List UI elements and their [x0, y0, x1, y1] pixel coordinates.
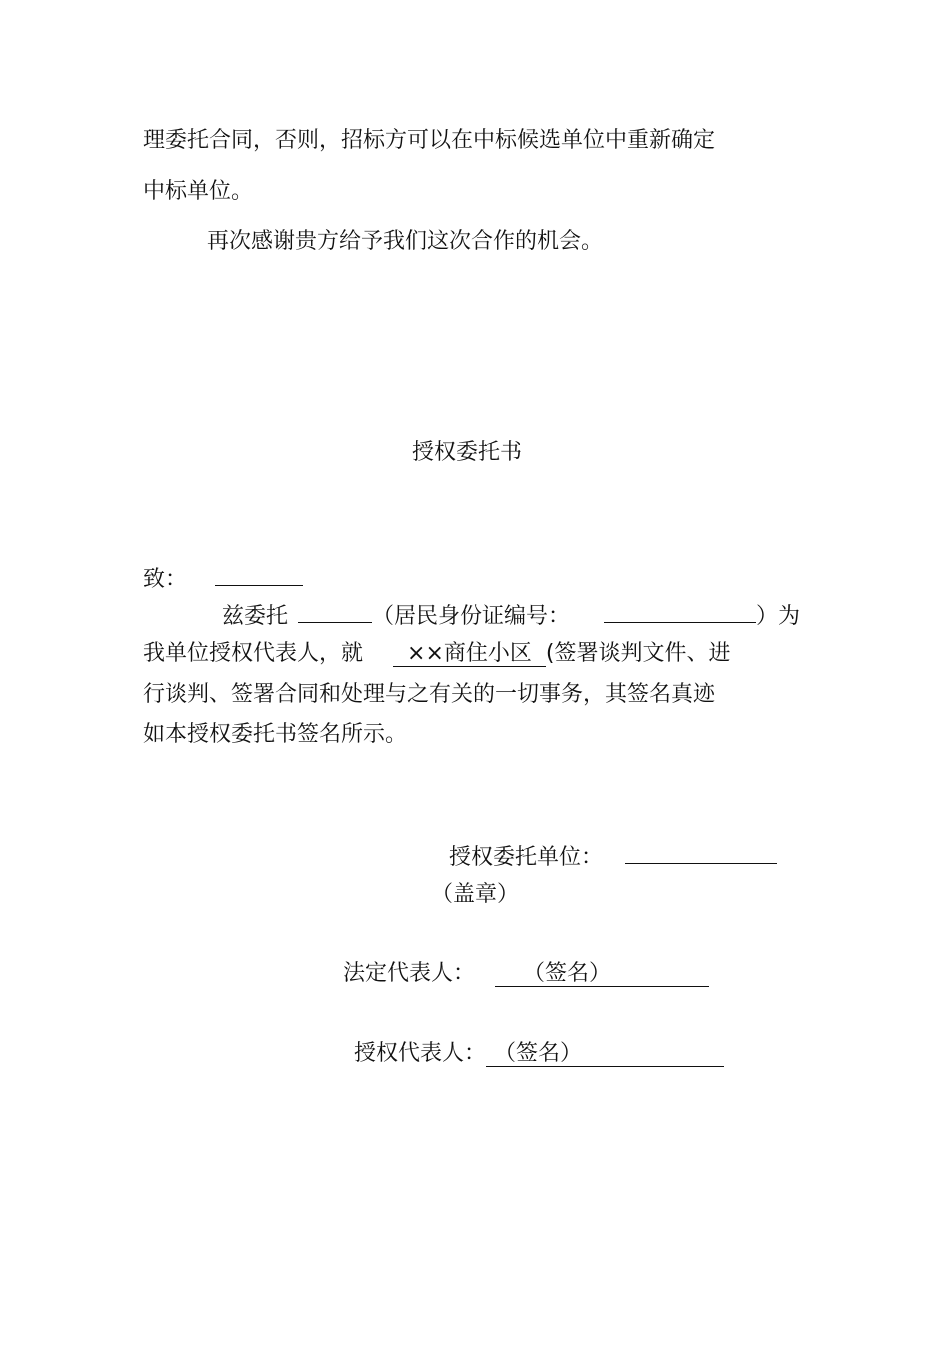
body-text: （居民身份证编号：	[372, 604, 571, 629]
addressee-line	[143, 563, 303, 593]
paragraph-line: 再次感谢贵方给予我们这次合作的机会。	[207, 229, 604, 254]
body-text: (签署谈判文件、进	[545, 641, 731, 666]
project-name: ××商住小区	[393, 642, 546, 667]
paragraph-line: 理委托合同，否则，招标方可以在中标候选单位中重新确定	[143, 128, 716, 153]
addressee-blank	[215, 563, 303, 586]
body-line-4: 如本授权委托书签名所示。	[143, 722, 408, 747]
body-text: ）为	[756, 604, 801, 629]
body-line-3: 行谈判、签署合同和处理与之有关的一切事务，其签名真迹	[143, 682, 716, 707]
auth-rep-label: 授权代表人：	[354, 1041, 487, 1066]
unit-signature-line	[449, 841, 777, 871]
legal-rep-label: 法定代表人：	[343, 961, 476, 986]
body-text: 我单位授权代表人，就	[143, 641, 364, 666]
legal-rep-signature: （签名）	[495, 962, 709, 987]
body-line-2	[143, 641, 730, 667]
unit-label: 授权委托单位：	[449, 845, 604, 870]
body-text: 兹委托	[222, 604, 289, 629]
seal-note: （盖章）	[431, 882, 520, 907]
paragraph-line: 中标单位。	[143, 179, 254, 204]
body-line-1	[222, 600, 800, 630]
unit-blank	[625, 841, 777, 864]
auth-rep-line	[354, 1041, 724, 1067]
id-number-blank	[604, 600, 756, 623]
delegate-name-blank	[298, 600, 372, 623]
to-label: 致：	[143, 567, 188, 592]
auth-rep-signature: （签名）	[486, 1042, 724, 1067]
legal-rep-line	[343, 961, 709, 987]
document-title: 授权委托书	[412, 440, 523, 465]
